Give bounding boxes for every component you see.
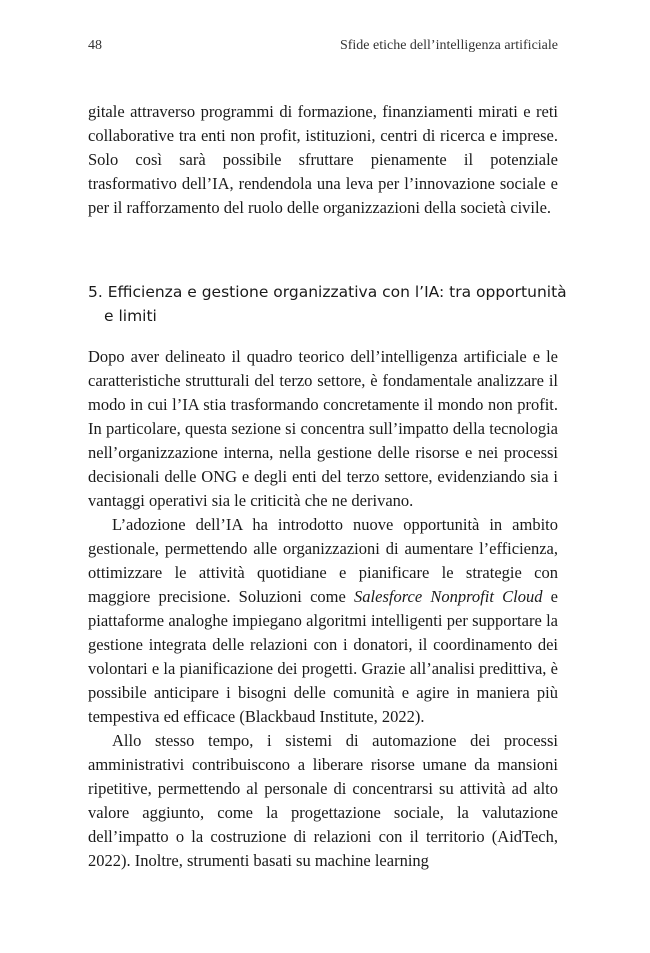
running-head (88, 38, 558, 58)
paragraph-1: Dopo aver delineato il quadro teorico dell’intelligenza artificiale e le caratteristiche strutturali del terzo settore, è fondamentale analizzare il modo in cui l’IA stia trasformando concretamente il mondo non profit. In particolare, questa sezione si concentra sull’impatto della tecnologia nell’organizzazione interna, nella gestione delle risorse e nei processi decisionali delle ONG e degli enti del terzo settore, evidenziando sia i vantaggi operativi sia le criticità che ne derivano. (88, 347, 558, 510)
page-number: 48 (88, 38, 102, 53)
section-heading: 5. Efficienza e gestione organizzativa con l’IA: tra opportunità e limiti (88, 283, 567, 325)
continuation-paragraph: gitale attraverso programmi di formazione, finanziamenti mirati e reti collaborative tra enti non profit, istituzioni, centri di ricerca e imprese. Solo così sarà possibile sfruttare pienamente il potenziale trasformativo dell’IA, rendendola una leva per l’innovazione sociale e per il rafforzamento del ruolo delle organizzazioni della società civile. (88, 102, 558, 217)
section-body (88, 345, 558, 873)
running-title: Sfide etiche dell’intelligenza artificiale (339, 38, 558, 53)
paragraph-2-start: L’adozione dell’IA ha introdotto nuove opportunità in ambito gestionale, permettendo alle organizzazioni di aumentare l’efficienza, ottimizzare le attività quotidiane e pianificare le strategie con maggiore precisione. Soluzioni come (88, 515, 558, 606)
paragraph-2-end: e piattaforme analoghe impiegano algoritmi intelligenti per supportare la gestione integrata delle relazioni con i donatori, il coordinamento dei volontari e la pianificazione dei progetti. Grazie all’analisi predittiva, è possibile anticipare i bisogni delle comunità e agire in maniera più tempestiva ed efficace (Blackbaud Institute, 2022). (88, 587, 558, 726)
paragraph-2 (88, 513, 558, 729)
paragraph-3: Allo stesso tempo, i sistemi di automazione dei processi amministrativi contribuiscono a liberare risorse umane da mansioni ripetitive, permettendo al personale di concentrarsi su attività ad alto valore aggiunto, come la progettazione sociale, la valutazione dell’impatto o la costruzione di relazioni con il territorio (AidTech, 2022). Inoltre, strumenti basati su machine learning (88, 731, 558, 870)
product-name-italic: Salesforce Nonprofit Cloud (354, 587, 543, 606)
